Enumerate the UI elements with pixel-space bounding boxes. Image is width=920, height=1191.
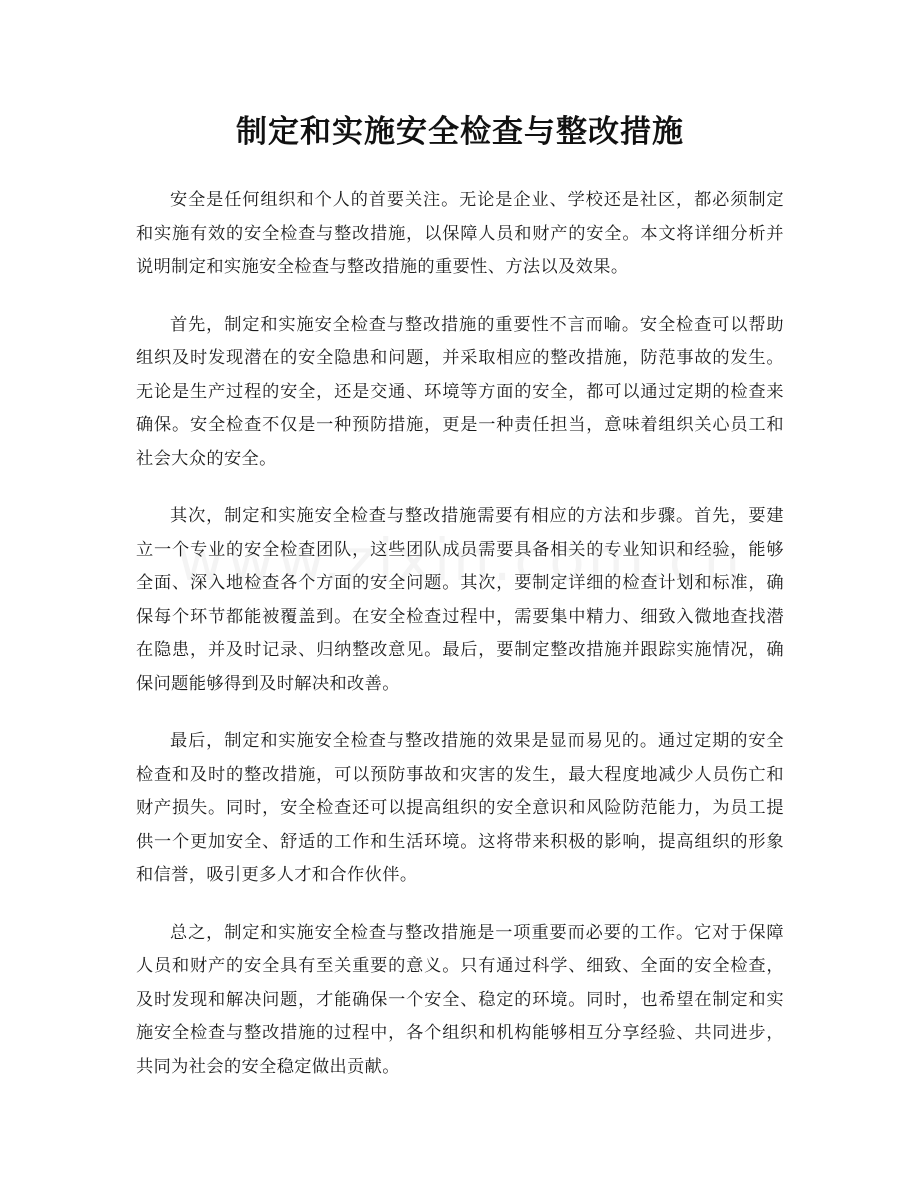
document-body bbox=[136, 184, 784, 1108]
paragraph-methods: 其次，制定和实施安全检查与整改措施需要有相应的方法和步骤。首先，要建立一个专业的安全检查团队，这些团队成员需要具备相关的专业知识和经验，能够全面、深入地检查各个方面的安全问题。其次，要制定详细的检查计划和标准，确保每个环节都能被覆盖到。在安全检查过程中，需要集中精力、细致入微地查找潜在隐患，并及时记录、归纳整改意见。最后，要制定整改措施并跟踪实施情况，确保问题能够得到及时解决和改善。 bbox=[136, 506, 784, 694]
document-title: 制定和实施安全检查与整改措施 bbox=[236, 114, 684, 150]
paragraph-effects: 最后，制定和实施安全检查与整改措施的效果是显而易见的。通过定期的安全检查和及时的整改措施，可以预防事故和灾害的发生，最大程度地减少人员伤亡和财产损失。同时，安全检查还可以提高组织的安全意识和风险防范能力，为员工提供一个更加安全、舒适的工作和生活环境。这将带来积极的影响，提高组织的形象和信誉，吸引更多人才和合作伙伴。 bbox=[136, 731, 784, 885]
paragraph-intro: 安全是任何组织和个人的首要关注。无论是企业、学校还是社区，都必须制定和实施有效的安全检查与整改措施，以保障人员和财产的安全。本文将详细分析并说明制定和实施安全检查与整改措施的重要性、方法以及效果。 bbox=[136, 190, 784, 277]
paragraph-importance: 首先，制定和实施安全检查与整改措施的重要性不言而喻。安全检查可以帮助组织及时发现潜在的安全隐患和问题，并采取相应的整改措施，防范事故的发生。无论是生产过程的安全，还是交通、环境等方面的安全，都可以通过定期的检查来确保。安全检查不仅是一种预防措施，更是一种责任担当，意味着组织关心员工和社会大众的安全。 bbox=[136, 314, 784, 469]
paragraph-conclusion: 总之，制定和实施安全检查与整改措施是一项重要而必要的工作。它对于保障人员和财产的安全具有至关重要的意义。只有通过科学、细致、全面的安全检查，及时发现和解决问题，才能确保一个安全、稳定的环境。同时，也希望在制定和实施安全检查与整改措施的过程中，各个组织和机构能够相互分享经验、共同进步，共同为社会的安全稳定做出贡献。 bbox=[136, 922, 784, 1077]
